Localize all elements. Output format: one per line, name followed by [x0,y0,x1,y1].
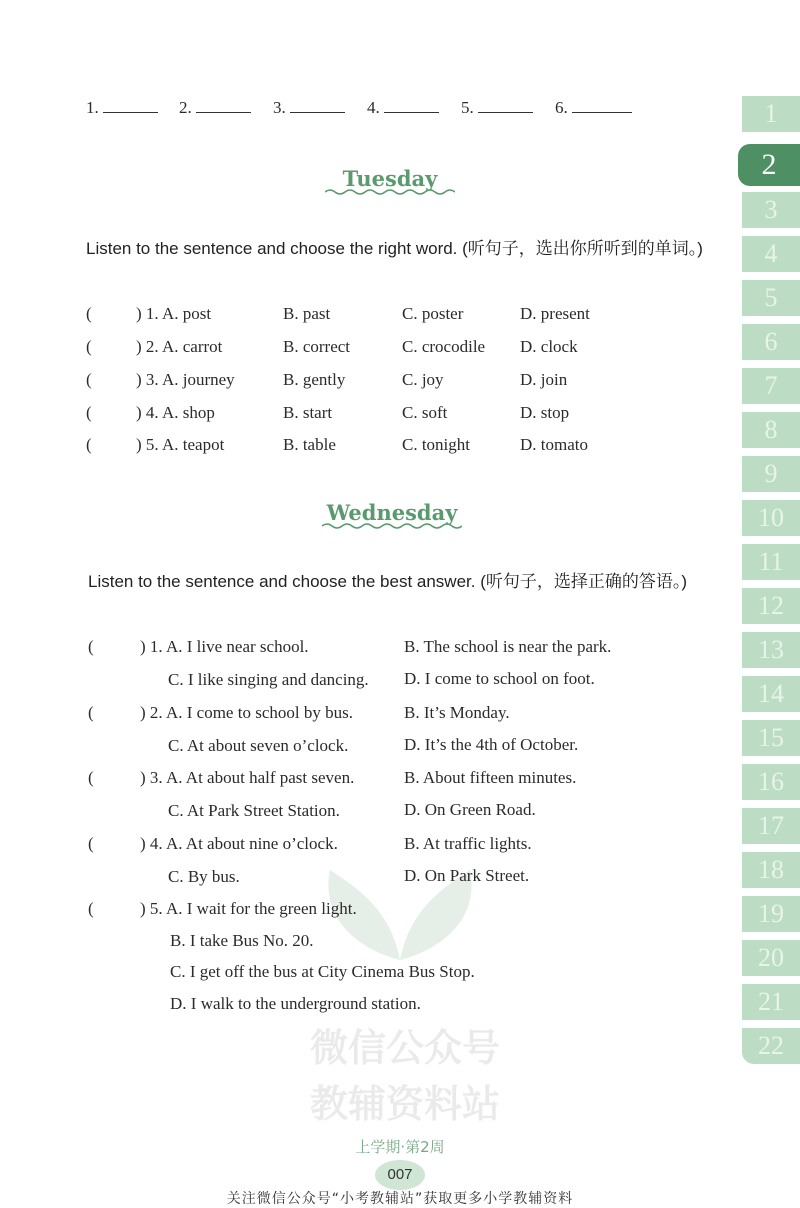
option-d: D. On Park Street. [404,866,530,885]
option-b: B. At traffic lights. [404,834,532,853]
answer-paren[interactable]: ( [86,304,92,323]
answer-blanks-row [86,98,646,122]
option-b: B. It’s Monday. [404,703,510,722]
question-row [86,435,606,459]
blank-line [478,98,533,113]
tab-week-22[interactable]: 22 [742,1028,800,1064]
tab-week-2[interactable]: 2 [738,144,800,186]
option-c: C. crocodile [402,337,486,356]
tab-week-19[interactable]: 19 [742,896,800,932]
answer-paren[interactable]: ( [86,337,92,356]
option-a: ) 5. A. teapot [136,435,225,454]
blank-line [196,98,251,113]
blank-label: 1. [86,98,99,117]
option-d: D. join [520,370,568,389]
tab-week-21[interactable]: 21 [742,984,800,1020]
question-block [88,637,648,693]
question-row [86,304,606,328]
footer-week-label: 上学期·第2周 [355,1138,445,1156]
option-d: D. It’s the 4th of October. [404,735,579,754]
blank-4 [367,98,439,118]
tab-week-13[interactable]: 13 [742,632,800,668]
option-b: B. I take Bus No. 20. [170,931,314,950]
blank-line [572,98,632,113]
tab-week-1[interactable]: 1 [742,96,800,132]
option-d: D. tomato [520,435,588,454]
option-c: C. I like singing and dancing. [168,670,369,689]
option-c: C. At about seven o’clock. [168,736,349,755]
question-row [86,403,606,427]
option-a: ) 3. A. journey [136,370,235,389]
footer-note: 关注微信公众号“小考教辅站”获取更多小学教辅资料 [226,1191,574,1207]
option-b: B. The school is near the park. [404,637,612,656]
option-b: B. About fifteen minutes. [404,768,577,787]
watermark-line-1: 微信公众号 [309,1026,500,1070]
tab-week-9[interactable]: 9 [742,456,800,492]
answer-paren[interactable]: ( [88,703,94,722]
option-a: ) 4. A. At about nine o’clock. [140,834,338,853]
option-a: ) 3. A. At about half past seven. [140,768,355,787]
tab-week-14[interactable]: 14 [742,676,800,712]
answer-paren[interactable]: ( [88,834,94,853]
answer-paren[interactable]: ( [86,370,92,389]
option-c: C. I get off the bus at City Cinema Bus Stop. [170,962,475,981]
answer-paren[interactable]: ( [86,435,92,454]
tab-week-15[interactable]: 15 [742,720,800,756]
option-a: ) 1. A. I live near school. [140,637,309,656]
blank-2 [179,98,251,118]
answer-paren[interactable]: ( [88,637,94,656]
tab-week-3[interactable]: 3 [742,192,800,228]
option-c: C. joy [402,370,444,389]
tab-week-18[interactable]: 18 [742,852,800,888]
option-c: C. soft [402,403,448,422]
option-d: D. clock [520,337,578,356]
option-d: D. I walk to the underground station. [170,994,421,1013]
question-block [88,834,648,890]
blank-6 [555,98,632,118]
tab-week-6[interactable]: 6 [742,324,800,360]
blank-line [384,98,439,113]
tab-week-8[interactable]: 8 [742,412,800,448]
option-a: ) 4. A. shop [136,403,215,422]
tab-week-5[interactable]: 5 [742,280,800,316]
option-b: B. table [283,435,336,454]
tuesday-heading [310,166,470,196]
blank-line [290,98,345,113]
blank-5 [461,98,533,118]
blank-label: 2. [179,98,192,117]
watermark-text [300,1020,510,1132]
blank-3 [273,98,345,118]
wednesday-heading [312,500,472,530]
watermark-line-2: 教辅资料站 [309,1082,500,1126]
tab-week-11[interactable]: 11 [742,544,800,580]
option-a: ) 5. A. I wait for the green light. [140,899,357,918]
blank-label: 4. [367,98,380,117]
option-c: C. By bus. [168,867,240,886]
option-d: D. On Green Road. [404,800,536,819]
blank-1 [86,98,158,118]
answer-paren[interactable]: ( [86,403,92,422]
option-d: D. I come to school on foot. [404,669,595,688]
question-block [88,899,648,1025]
page-number: 007 [375,1160,425,1190]
option-a: ) 2. A. I come to school by bus. [140,703,353,722]
question-block [88,768,648,824]
option-b: B. past [283,304,331,323]
tab-week-10[interactable]: 10 [742,500,800,536]
option-b: B. start [283,403,333,422]
tab-week-7[interactable]: 7 [742,368,800,404]
tab-week-17[interactable]: 17 [742,808,800,844]
option-c: C. tonight [402,435,471,454]
answer-paren[interactable]: ( [88,768,94,787]
answer-paren[interactable]: ( [88,899,94,918]
option-a: ) 2. A. carrot [136,337,223,356]
wednesday-title: Wednesday [326,500,458,525]
blank-label: 5. [461,98,474,117]
option-b: B. correct [283,337,351,356]
option-c: C. At Park Street Station. [168,801,340,820]
question-block [88,703,648,759]
tab-week-4[interactable]: 4 [742,236,800,272]
question-row [86,337,606,361]
tuesday-title: Tuesday [342,166,438,191]
tab-week-12[interactable]: 12 [742,588,800,624]
option-a: ) 1. A. post [136,304,212,323]
question-row [86,370,606,394]
option-d: D. present [520,304,590,323]
option-b: B. gently [283,370,346,389]
tuesday-instruction: Listen to the sentence and choose the right word. (听句子，选出你所听到的单词。) [86,239,703,258]
option-c: C. poster [402,304,464,323]
tab-week-16[interactable]: 16 [742,764,800,800]
tab-week-20[interactable]: 20 [742,940,800,976]
option-d: D. stop [520,403,570,422]
blank-label: 6. [555,98,568,117]
blank-label: 3. [273,98,286,117]
wednesday-instruction: Listen to the sentence and choose the best answer. (听句子，选择正确的答语。) [88,572,688,591]
blank-line [103,98,158,113]
